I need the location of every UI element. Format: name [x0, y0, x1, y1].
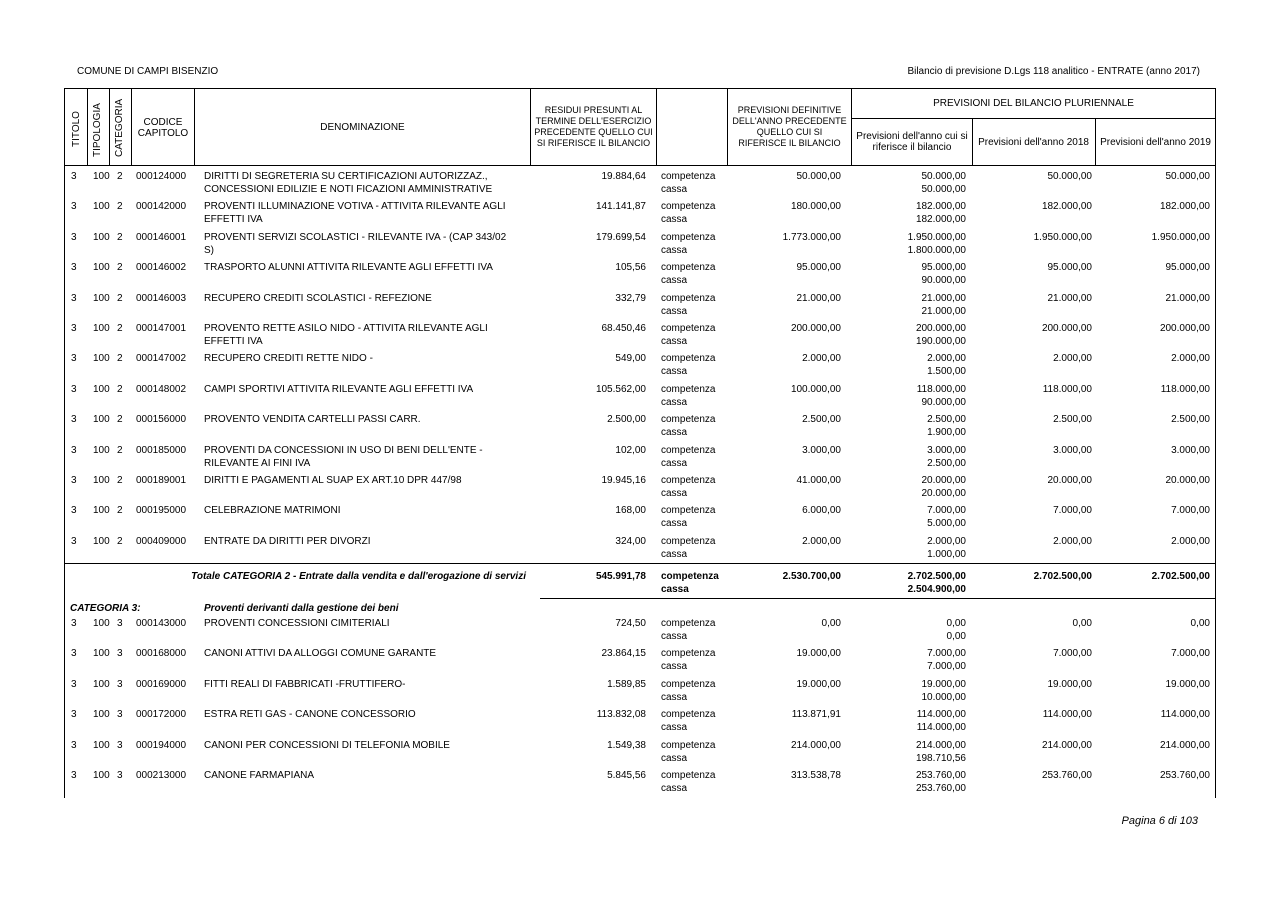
row-denominazione: PROVENTI ILLUMINAZIONE VOTIVA - ATTIVITA RILEVANTE AGLI — [204, 201, 506, 213]
row-categoria: 2 — [117, 353, 123, 365]
row-2018: 2.000,00 — [1053, 535, 1092, 547]
row-titolo: 3 — [71, 383, 77, 395]
row-residui: 113.832,08 — [596, 709, 646, 721]
row-label-competenza: competenza — [661, 231, 716, 243]
row-denominazione: RECUPERO CREDITI SCOLASTICI - REFEZIONE — [204, 292, 432, 304]
row-categoria: 2 — [117, 262, 123, 274]
row-titolo: 3 — [71, 353, 77, 365]
row-denominazione: ENTRATE DA DIRITTI PER DIVORZI — [204, 535, 371, 547]
row-categoria: 2 — [117, 201, 123, 213]
row-tipologia: 100 — [93, 292, 110, 304]
row-residui: 724,50 — [615, 618, 646, 629]
row-competenza: 3.000,00 — [927, 444, 966, 456]
row-cassa: 50.000,00 — [921, 184, 966, 195]
row-codice: 000142000 — [136, 201, 187, 213]
row-cassa: 182.000,00 — [915, 214, 966, 226]
row-titolo: 3 — [71, 770, 77, 781]
row-categoria: 2 — [117, 171, 123, 182]
row-2018: 214.000,00 — [1041, 739, 1092, 751]
row-previsioni-definitive: 41.000,00 — [796, 475, 841, 486]
row-tipologia: 100 — [93, 231, 110, 243]
row-previsioni-definitive: 200.000,00 — [790, 323, 841, 334]
row-codice: 000146001 — [136, 231, 187, 243]
row-competenza: 118.000,00 — [916, 383, 966, 395]
row-label-competenza: competenza — [661, 618, 716, 629]
row-cassa: 0,00 — [946, 631, 966, 642]
row-denominazione: ESTRA RETI GAS - CANONE CONCESSORIO — [204, 709, 416, 721]
row-titolo: 3 — [71, 414, 77, 426]
row-residui: 105,56 — [615, 262, 646, 274]
col-pluriennale: PREVISIONI DEL BILANCIO PLURIENNALE — [933, 97, 1134, 109]
row-competenza: 50.000,00 — [921, 171, 966, 182]
row-competenza: 0,00 — [946, 618, 966, 629]
row-categoria: 2 — [117, 535, 123, 547]
row-denominazione: CELEBRAZIONE MATRIMONI — [204, 505, 341, 517]
row-cassa: 1.900,00 — [927, 427, 966, 439]
row-2019: 118.000,00 — [1160, 383, 1210, 395]
row-titolo: 3 — [71, 323, 77, 334]
row-tipologia: 100 — [93, 770, 110, 781]
row-residui: 19.945,16 — [601, 475, 646, 486]
row-tipologia: 100 — [93, 505, 110, 517]
row-cassa: 114.000,00 — [916, 722, 966, 734]
row-categoria: 2 — [117, 383, 123, 395]
row-residui: 68.450,46 — [601, 323, 646, 334]
row-titolo: 3 — [71, 475, 77, 486]
row-2018: 20.000,00 — [1047, 475, 1092, 486]
row-denominazione-cont: S) — [204, 244, 214, 256]
row-label-competenza: competenza — [661, 475, 716, 486]
row-label-competenza: competenza — [661, 648, 716, 660]
row-cassa: 253.760,00 — [915, 783, 966, 794]
total-cat2-label: Totale CATEGORIA 2 - Entrate dalla vendita e dall'erogazione di servizi — [191, 571, 526, 582]
row-previsioni-definitive: 21.000,00 — [796, 292, 841, 304]
row-residui: 324,00 — [615, 535, 646, 547]
col-denominazione: DENOMINAZIONE — [320, 121, 405, 133]
row-2019: 7.000,00 — [1171, 505, 1210, 517]
row-label-competenza: competenza — [661, 709, 716, 721]
row-previsioni-definitive: 214.000,00 — [790, 739, 841, 751]
row-titolo: 3 — [71, 535, 77, 547]
row-residui: 2.500,00 — [607, 414, 646, 426]
row-tipologia: 100 — [93, 709, 110, 721]
row-titolo: 3 — [71, 648, 77, 660]
row-titolo: 3 — [71, 262, 77, 274]
row-residui: 102,00 — [615, 444, 646, 456]
row-previsioni-definitive: 1.773.000,00 — [782, 231, 841, 243]
row-titolo: 3 — [71, 231, 77, 243]
row-cassa: 7.000,00 — [927, 661, 966, 673]
row-denominazione: PROVENTO RETTE ASILO NIDO - ATTIVITA RILEVANTE AGLI — [204, 323, 488, 334]
col-titolo: TITOLO — [71, 111, 82, 147]
row-2019: 114.000,00 — [1160, 709, 1210, 721]
row-tipologia: 100 — [93, 414, 110, 426]
row-residui: 1.549,38 — [607, 739, 646, 751]
row-residui: 23.864,15 — [601, 648, 646, 660]
row-2019: 200.000,00 — [1159, 323, 1210, 334]
row-label-competenza: competenza — [661, 739, 716, 751]
document-title: Bilancio di previsione D.Lgs 118 analitico - ENTRATE (anno 2017) — [907, 66, 1200, 77]
col-categoria: CATEGORIA — [114, 98, 125, 157]
row-denominazione: CANONE FARMAPIANA — [204, 770, 315, 781]
col-codice: CODICE CAPITOLO — [137, 117, 189, 139]
row-titolo: 3 — [71, 201, 77, 213]
row-denominazione: PROVENTI DA CONCESSIONI IN USO DI BENI DELL'ENTE - — [204, 444, 483, 456]
row-codice: 000146003 — [136, 292, 187, 304]
row-label-competenza: competenza — [661, 353, 716, 365]
col-anno-2018: Previsioni dell'anno 2018 — [978, 136, 1089, 148]
row-2018: 2.000,00 — [1053, 353, 1092, 365]
row-competenza: 95.000,00 — [921, 262, 966, 274]
row-competenza: 20.000,00 — [921, 475, 966, 486]
row-tipologia: 100 — [93, 618, 110, 629]
row-codice: 000147001 — [136, 323, 187, 334]
row-2018: 3.000,00 — [1053, 444, 1092, 456]
row-codice: 000147002 — [136, 353, 187, 365]
row-2019: 253.760,00 — [1159, 770, 1210, 781]
row-categoria: 2 — [117, 414, 123, 426]
total-cat2-prev-def: 2.530.700,00 — [782, 571, 841, 582]
row-previsioni-definitive: 19.000,00 — [796, 678, 841, 690]
row-previsioni-definitive: 113.871,91 — [791, 709, 841, 721]
row-tipologia: 100 — [93, 353, 110, 365]
row-2019: 2.000,00 — [1171, 353, 1210, 365]
total-cat2-competenza: 2.702.500,00 — [907, 571, 966, 582]
row-label-cassa: cassa — [661, 336, 688, 347]
row-cassa: 190.000,00 — [915, 336, 966, 347]
row-tipologia: 100 — [93, 262, 110, 274]
row-2019: 2.500,00 — [1171, 414, 1210, 426]
row-2018: 19.000,00 — [1047, 678, 1092, 690]
row-competenza: 7.000,00 — [927, 505, 966, 517]
row-titolo: 3 — [71, 171, 77, 182]
row-codice: 000124000 — [136, 171, 187, 182]
row-2019: 95.000,00 — [1165, 262, 1210, 274]
row-2019: 182.000,00 — [1159, 201, 1210, 213]
row-label-cassa: cassa — [661, 214, 688, 226]
col-previsioni-definitive: PREVISIONI DEFINITIVE DELL'ANNO PRECEDENTE QUELLO CUI SI RIFERISCE IL BILANCIO — [732, 105, 847, 148]
row-label-competenza: competenza — [661, 770, 716, 781]
row-denominazione: TRASPORTO ALUNNI ATTIVITA RILEVANTE AGLI EFFETTI IVA — [204, 262, 493, 274]
row-label-cassa: cassa — [661, 244, 688, 256]
col-tipologia: TIPOLOGIA — [92, 103, 103, 157]
row-titolo: 3 — [71, 618, 77, 629]
row-categoria: 2 — [117, 505, 123, 517]
row-residui: 168,00 — [615, 505, 646, 517]
row-previsioni-definitive: 95.000,00 — [796, 262, 841, 274]
row-denominazione-cont: EFFETTI IVA — [204, 214, 263, 226]
row-previsioni-definitive: 6.000,00 — [802, 505, 841, 517]
row-categoria: 3 — [117, 618, 123, 629]
row-label-competenza: competenza — [661, 171, 716, 182]
row-label-competenza: competenza — [661, 323, 716, 334]
row-residui: 19.884,64 — [601, 171, 646, 182]
row-residui: 141.141,87 — [595, 201, 646, 213]
row-label-competenza: competenza — [661, 262, 716, 274]
row-categoria: 3 — [117, 739, 123, 751]
row-competenza: 214.000,00 — [915, 739, 966, 751]
row-label-cassa: cassa — [661, 631, 688, 642]
row-previsioni-definitive: 19.000,00 — [796, 648, 841, 660]
row-label-competenza: competenza — [661, 535, 716, 547]
row-2018: 95.000,00 — [1047, 262, 1092, 274]
page-number: Pagina 6 di 103 — [1121, 815, 1198, 827]
row-previsioni-definitive: 2.500,00 — [802, 414, 841, 426]
row-label-competenza: competenza — [661, 505, 716, 517]
row-codice: 000156000 — [136, 414, 187, 426]
row-label-cassa: cassa — [661, 275, 688, 287]
row-codice: 000195000 — [136, 505, 187, 517]
row-label-competenza: competenza — [661, 414, 716, 426]
row-label-cassa: cassa — [661, 691, 688, 703]
row-cassa: 21.000,00 — [921, 305, 966, 317]
row-2018: 182.000,00 — [1041, 201, 1092, 213]
col-residui: RESIDUI PRESUNTI AL TERMINE DELL'ESERCIZIO PRECEDENTE QUELLO CUI SI RIFERISCE IL BILANCIO — [534, 105, 653, 148]
row-previsioni-definitive: 100.000,00 — [790, 383, 841, 395]
row-codice: 000409000 — [136, 535, 187, 547]
row-cassa: 1.000,00 — [927, 548, 966, 560]
row-label-cassa: cassa — [661, 366, 688, 378]
row-residui: 105.562,00 — [595, 383, 646, 395]
row-tipologia: 100 — [93, 444, 110, 456]
row-competenza: 21.000,00 — [921, 292, 966, 304]
row-previsioni-definitive: 180.000,00 — [790, 201, 841, 213]
total-cat2-label-cassa: cassa — [661, 584, 689, 595]
total-cat2-cassa: 2.504.900,00 — [907, 584, 966, 595]
row-tipologia: 100 — [93, 171, 110, 182]
total-cat2-residui: 545.991,78 — [595, 571, 646, 582]
row-cassa: 90.000,00 — [921, 275, 966, 287]
row-previsioni-definitive: 313.538,78 — [790, 770, 841, 781]
row-cassa: 5.000,00 — [927, 518, 966, 530]
row-denominazione-cont: EFFETTI IVA — [204, 336, 263, 347]
row-residui: 5.845,56 — [607, 770, 646, 781]
row-competenza: 2.500,00 — [927, 414, 966, 426]
row-denominazione: CANONI PER CONCESSIONI DI TELEFONIA MOBILE — [204, 739, 450, 751]
row-denominazione: CANONI ATTIVI DA ALLOGGI COMUNE GARANTE — [204, 648, 437, 660]
col-anno-2019: Previsioni dell'anno 2019 — [1100, 136, 1211, 148]
row-cassa: 90.000,00 — [921, 396, 966, 408]
row-cassa: 20.000,00 — [921, 488, 966, 499]
row-2019: 19.000,00 — [1165, 678, 1210, 690]
row-denominazione: PROVENTO VENDITA CARTELLI PASSI CARR. — [204, 414, 421, 426]
row-residui: 1.589,85 — [607, 678, 646, 690]
row-denominazione: RECUPERO CREDITI RETTE NIDO - — [204, 353, 373, 365]
row-denominazione: PROVENTI CONCESSIONI CIMITERIALI — [204, 618, 390, 629]
row-titolo: 3 — [71, 292, 77, 304]
row-titolo: 3 — [71, 709, 77, 721]
row-label-cassa: cassa — [661, 427, 688, 439]
municipality-name: COMUNE DI CAMPI BISENZIO — [77, 66, 219, 77]
row-competenza: 2.000,00 — [927, 353, 966, 365]
row-residui: 549,00 — [615, 353, 646, 365]
row-categoria: 2 — [117, 292, 123, 304]
row-previsioni-definitive: 3.000,00 — [802, 444, 841, 456]
row-categoria: 3 — [117, 709, 123, 721]
row-titolo: 3 — [71, 678, 77, 690]
row-label-cassa: cassa — [661, 305, 688, 317]
row-residui: 332,79 — [615, 292, 646, 304]
row-2019: 0,00 — [1190, 618, 1210, 629]
row-codice: 000168000 — [136, 648, 187, 660]
row-denominazione-cont: CONCESSIONI EDILIZIE E NOTI FICAZIONI AMMINISTRATIVE — [204, 184, 493, 195]
row-tipologia: 100 — [93, 648, 110, 660]
row-2019: 214.000,00 — [1159, 739, 1210, 751]
row-cassa: 198.710,56 — [915, 752, 966, 764]
row-titolo: 3 — [71, 444, 77, 456]
row-label-competenza: competenza — [661, 383, 716, 395]
row-2018: 200.000,00 — [1041, 323, 1092, 334]
row-denominazione: DIRITTI E PAGAMENTI AL SUAP EX ART.10 DPR 447/98 — [204, 475, 462, 486]
row-tipologia: 100 — [93, 678, 110, 690]
row-previsioni-definitive: 2.000,00 — [802, 535, 841, 547]
row-codice: 000213000 — [136, 770, 187, 781]
row-competenza: 200.000,00 — [915, 323, 966, 334]
row-2018: 0,00 — [1072, 618, 1092, 629]
row-2019: 50.000,00 — [1165, 171, 1210, 182]
row-denominazione-cont: RILEVANTE AI FINI IVA — [204, 457, 311, 469]
row-tipologia: 100 — [93, 323, 110, 334]
row-competenza: 114.000,00 — [916, 709, 966, 721]
row-previsioni-definitive: 50.000,00 — [796, 171, 841, 182]
row-competenza: 19.000,00 — [921, 678, 966, 690]
row-label-cassa: cassa — [661, 396, 688, 408]
row-label-cassa: cassa — [661, 752, 688, 764]
row-tipologia: 100 — [93, 739, 110, 751]
row-denominazione: FITTI REALI DI FABBRICATI -FRUTTIFERO- — [204, 678, 406, 690]
row-2018: 7.000,00 — [1053, 505, 1092, 517]
row-denominazione: DIRITTI DI SEGRETERIA SU CERTIFICAZIONI AUTORIZZAZ., — [204, 171, 488, 182]
row-2018: 50.000,00 — [1047, 171, 1092, 182]
row-2018: 114.000,00 — [1042, 709, 1092, 721]
row-cassa: 1.500,00 — [927, 366, 966, 378]
row-2019: 20.000,00 — [1165, 475, 1210, 486]
row-previsioni-definitive: 2.000,00 — [802, 353, 841, 365]
row-label-cassa: cassa — [661, 184, 688, 195]
row-label-cassa: cassa — [661, 457, 688, 469]
row-2019: 21.000,00 — [1165, 292, 1210, 304]
row-label-cassa: cassa — [661, 783, 688, 794]
category3-label: CATEGORIA 3: — [70, 603, 141, 614]
row-codice: 000194000 — [136, 739, 187, 751]
row-2018: 118.000,00 — [1042, 383, 1092, 395]
row-denominazione: PROVENTI SERVIZI SCOLASTICI - RILEVANTE IVA - (CAP 343/02 — [204, 231, 507, 243]
row-categoria: 3 — [117, 648, 123, 660]
row-label-competenza: competenza — [661, 678, 716, 690]
col-anno-cui: Previsioni dell'anno cui si riferisce il bilancio — [856, 131, 968, 153]
row-tipologia: 100 — [93, 535, 110, 547]
row-2019: 7.000,00 — [1171, 648, 1210, 660]
row-competenza: 253.760,00 — [915, 770, 966, 781]
row-categoria: 2 — [117, 323, 123, 334]
row-label-cassa: cassa — [661, 488, 688, 499]
row-codice: 000185000 — [136, 444, 187, 456]
row-2018: 2.500,00 — [1053, 414, 1092, 426]
row-competenza: 1.950.000,00 — [907, 231, 966, 243]
row-2018: 7.000,00 — [1053, 648, 1092, 660]
total-cat2-2018: 2.702.500,00 — [1033, 571, 1092, 582]
row-label-cassa: cassa — [661, 722, 688, 734]
row-label-competenza: competenza — [661, 292, 716, 304]
row-categoria: 3 — [117, 678, 123, 690]
row-tipologia: 100 — [93, 475, 110, 486]
row-2018: 1.950.000,00 — [1033, 231, 1092, 243]
row-codice: 000148002 — [136, 383, 187, 395]
row-2019: 3.000,00 — [1171, 444, 1210, 456]
row-cassa: 1.800.000,00 — [907, 244, 966, 256]
row-codice: 000146002 — [136, 262, 187, 274]
row-cassa: 2.500,00 — [927, 457, 966, 469]
total-cat2-label-competenza: competenza — [661, 571, 719, 582]
row-2019: 1.950.000,00 — [1151, 231, 1210, 243]
row-codice: 000189001 — [136, 475, 187, 486]
total-cat2-2019: 2.702.500,00 — [1151, 571, 1210, 582]
row-denominazione: CAMPI SPORTIVI ATTIVITA RILEVANTE AGLI EFFETTI IVA — [204, 383, 474, 395]
row-competenza: 2.000,00 — [927, 535, 966, 547]
row-label-cassa: cassa — [661, 661, 688, 673]
row-tipologia: 100 — [93, 383, 110, 395]
row-label-cassa: cassa — [661, 548, 688, 560]
row-categoria: 2 — [117, 475, 123, 486]
row-label-competenza: competenza — [661, 444, 716, 456]
row-competenza: 7.000,00 — [927, 648, 966, 660]
row-2018: 21.000,00 — [1047, 292, 1092, 304]
row-categoria: 2 — [117, 231, 123, 243]
row-codice: 000143000 — [136, 618, 187, 629]
row-titolo: 3 — [71, 505, 77, 517]
row-2018: 253.760,00 — [1041, 770, 1092, 781]
row-codice: 000169000 — [136, 678, 187, 690]
row-titolo: 3 — [71, 739, 77, 751]
row-previsioni-definitive: 0,00 — [821, 618, 841, 629]
category3-title: Proventi derivanti dalla gestione dei beni — [204, 603, 399, 614]
row-2019: 2.000,00 — [1171, 535, 1210, 547]
row-residui: 179.699,54 — [595, 231, 646, 243]
row-codice: 000172000 — [136, 709, 187, 721]
row-tipologia: 100 — [93, 201, 110, 213]
row-cassa: 10.000,00 — [921, 691, 966, 703]
row-label-competenza: competenza — [661, 201, 716, 213]
row-label-cassa: cassa — [661, 518, 688, 530]
row-competenza: 182.000,00 — [915, 201, 966, 213]
row-categoria: 3 — [117, 770, 123, 781]
row-categoria: 2 — [117, 444, 123, 456]
